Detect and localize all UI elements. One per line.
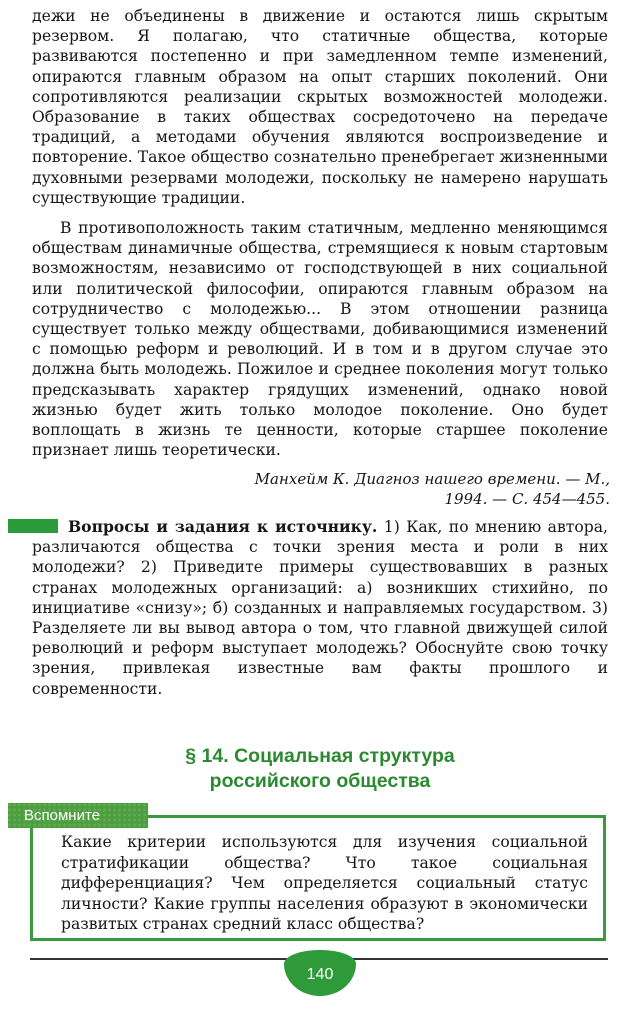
section-title (100, 744, 540, 794)
paragraph-1: дежи не объединены в движение и остаются лишь скрытым резервом. Я полагаю, что статичные общества, которые развиваются постепенно и при замедленном темпе изменений, опираются главным образом на опыт старших поколений. Они сопротивляются реализации скрытых возможностей молодежи. Образование в таких обществах сосредоточено на передаче традиций, а методами обучения являются воспроизведение и повторение. Такое общество сознательно пренебрегает жизненными духовными резервами молодежи, поскольку не намерено нарушать существующие традиции. (32, 7, 608, 207)
questions-heading: Вопросы и задания к источнику. (68, 517, 378, 536)
paragraph-2: В противоположность таким статичным, медленно меняющимся обществам динамичные общества, стремящиеся к новым стартовым возможностям, независимо от господствующей в них социальной или политической философии, опираются главным образом на сотрудничество с молодежью... В этом отношении разница существует только между обществами, добивающимися изменений с помощью реформ и революций. И в том и в другом случае это должна быть молодежь. Пожилое и среднее поколения могут только предсказывать характер грядущих изменений, однако новой жизнью будет жить только молодое поколение. Оно будет воплощать в жизнь те ценности, которые старшее поколение признает лишь теоретически. (32, 219, 608, 460)
section-title-line-1: § 14. Социальная структура (185, 745, 455, 767)
source-line-2: 1994. — С. 454—455. (444, 490, 610, 508)
source-line-1: Манхейм К. Диагноз нашего времени. — М., (254, 470, 610, 488)
recall-label: Вспомните (8, 803, 148, 828)
questions-body: 1) Как, по мнению автора, различаются общества с точки зрения места и роли в них молодежи? 2) Приведите примеры существовавших в разных странах молодежных организаций: а) возникших стихийно, по инициативе «снизу»; б) созданных и направляемых государством. 3) Разделяете ли вы вывод автора о том, что главной движущей силой революций и реформ выступает молодежь? Обоснуйте свою точку зрения, привлекая известные вам факты прошлого и современности. (32, 518, 608, 698)
recall-text: Какие критерии используются для изучения социальной стратификации общества? Что такое социальная дифференциация? Чем определяется социальный статус личности? Какие группы населения образуют в экономически развитых странах средний класс общества? (61, 833, 588, 933)
questions-block (32, 517, 608, 699)
source-citation (190, 469, 610, 509)
section-title-line-2: российского общества (209, 770, 431, 792)
page-number: 140 (284, 950, 356, 996)
